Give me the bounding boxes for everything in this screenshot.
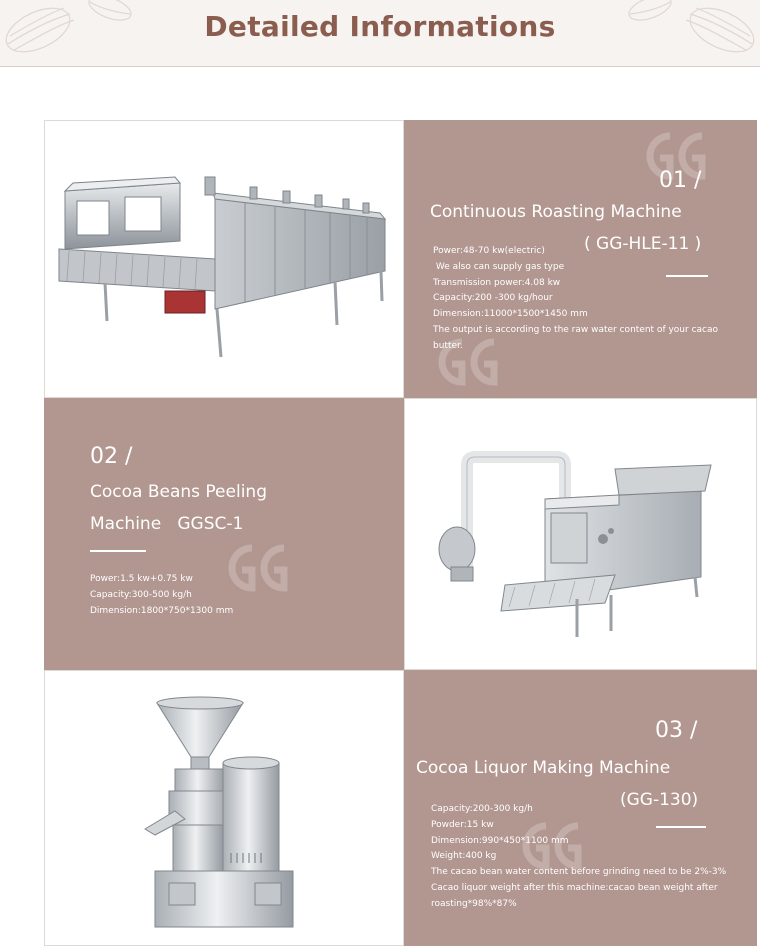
spec-item: Cacao liquor weight after this machine:cacao bean weight after [431,882,718,893]
header-banner [0,0,760,67]
spec-item: Dimension:11000*1500*1450 mm [433,309,588,320]
page-title: Detailed Informations [204,10,556,43]
spec-item: Power:1.5 kw+0.75 kw [90,574,193,584]
spec-item: We also can supply gas type [433,261,565,272]
spec-item: Power:48-70 kw(electric) [433,246,545,256]
colloid-mill-image [44,670,404,946]
spec-item: Dimension:1800*750*1300 mm [90,605,234,616]
roasting-machine-illustration [45,121,403,397]
spec-item: Capacity:200 -300 kg/hour [433,293,553,304]
divider-line [90,550,146,552]
spec-item: Dimension:990*450*1100 mm [431,835,569,846]
peeling-machine-image [404,398,757,670]
spec-item: butter. [433,340,463,351]
section-title: Continuous Roasting Machine [430,202,682,222]
spec-item: Transmission power:4.08 kw [433,277,561,288]
spec-list [433,244,718,355]
section-3-panel [404,670,757,946]
spec-item: The output is according to the raw water content of your cacao [433,324,718,335]
section-title: Cocoa Beans Peeling [90,482,267,502]
spec-item: Capacity:200-300 kg/h [431,804,533,814]
section-number: 02 / [90,444,133,469]
spec-item: Capacity:300-500 kg/h [90,589,192,600]
spec-item: The cacao bean water content before grinding need to be 2%-3% [431,867,727,878]
spec-list [90,572,233,619]
section-model: ( GG-HLE-11 ) [584,234,702,254]
section-1-panel [404,120,757,398]
section-model: (GG-130) [620,790,699,810]
section-title: Cocoa Liquor Making Machine [416,758,671,778]
section-title-line2: Machine GGSC-1 [90,514,244,534]
spec-item: roasting*98%*87% [431,898,517,909]
peeling-machine-illustration [405,399,756,669]
section-2-panel [44,398,404,670]
spec-list [431,802,726,913]
spec-item: Powder:15 kw [431,819,494,830]
section-number: 01 / [659,168,702,193]
colloid-mill-illustration [45,671,403,945]
roasting-machine-image [44,120,404,398]
section-number: 03 / [655,718,698,743]
spec-item: Weight:400 kg [431,851,497,862]
